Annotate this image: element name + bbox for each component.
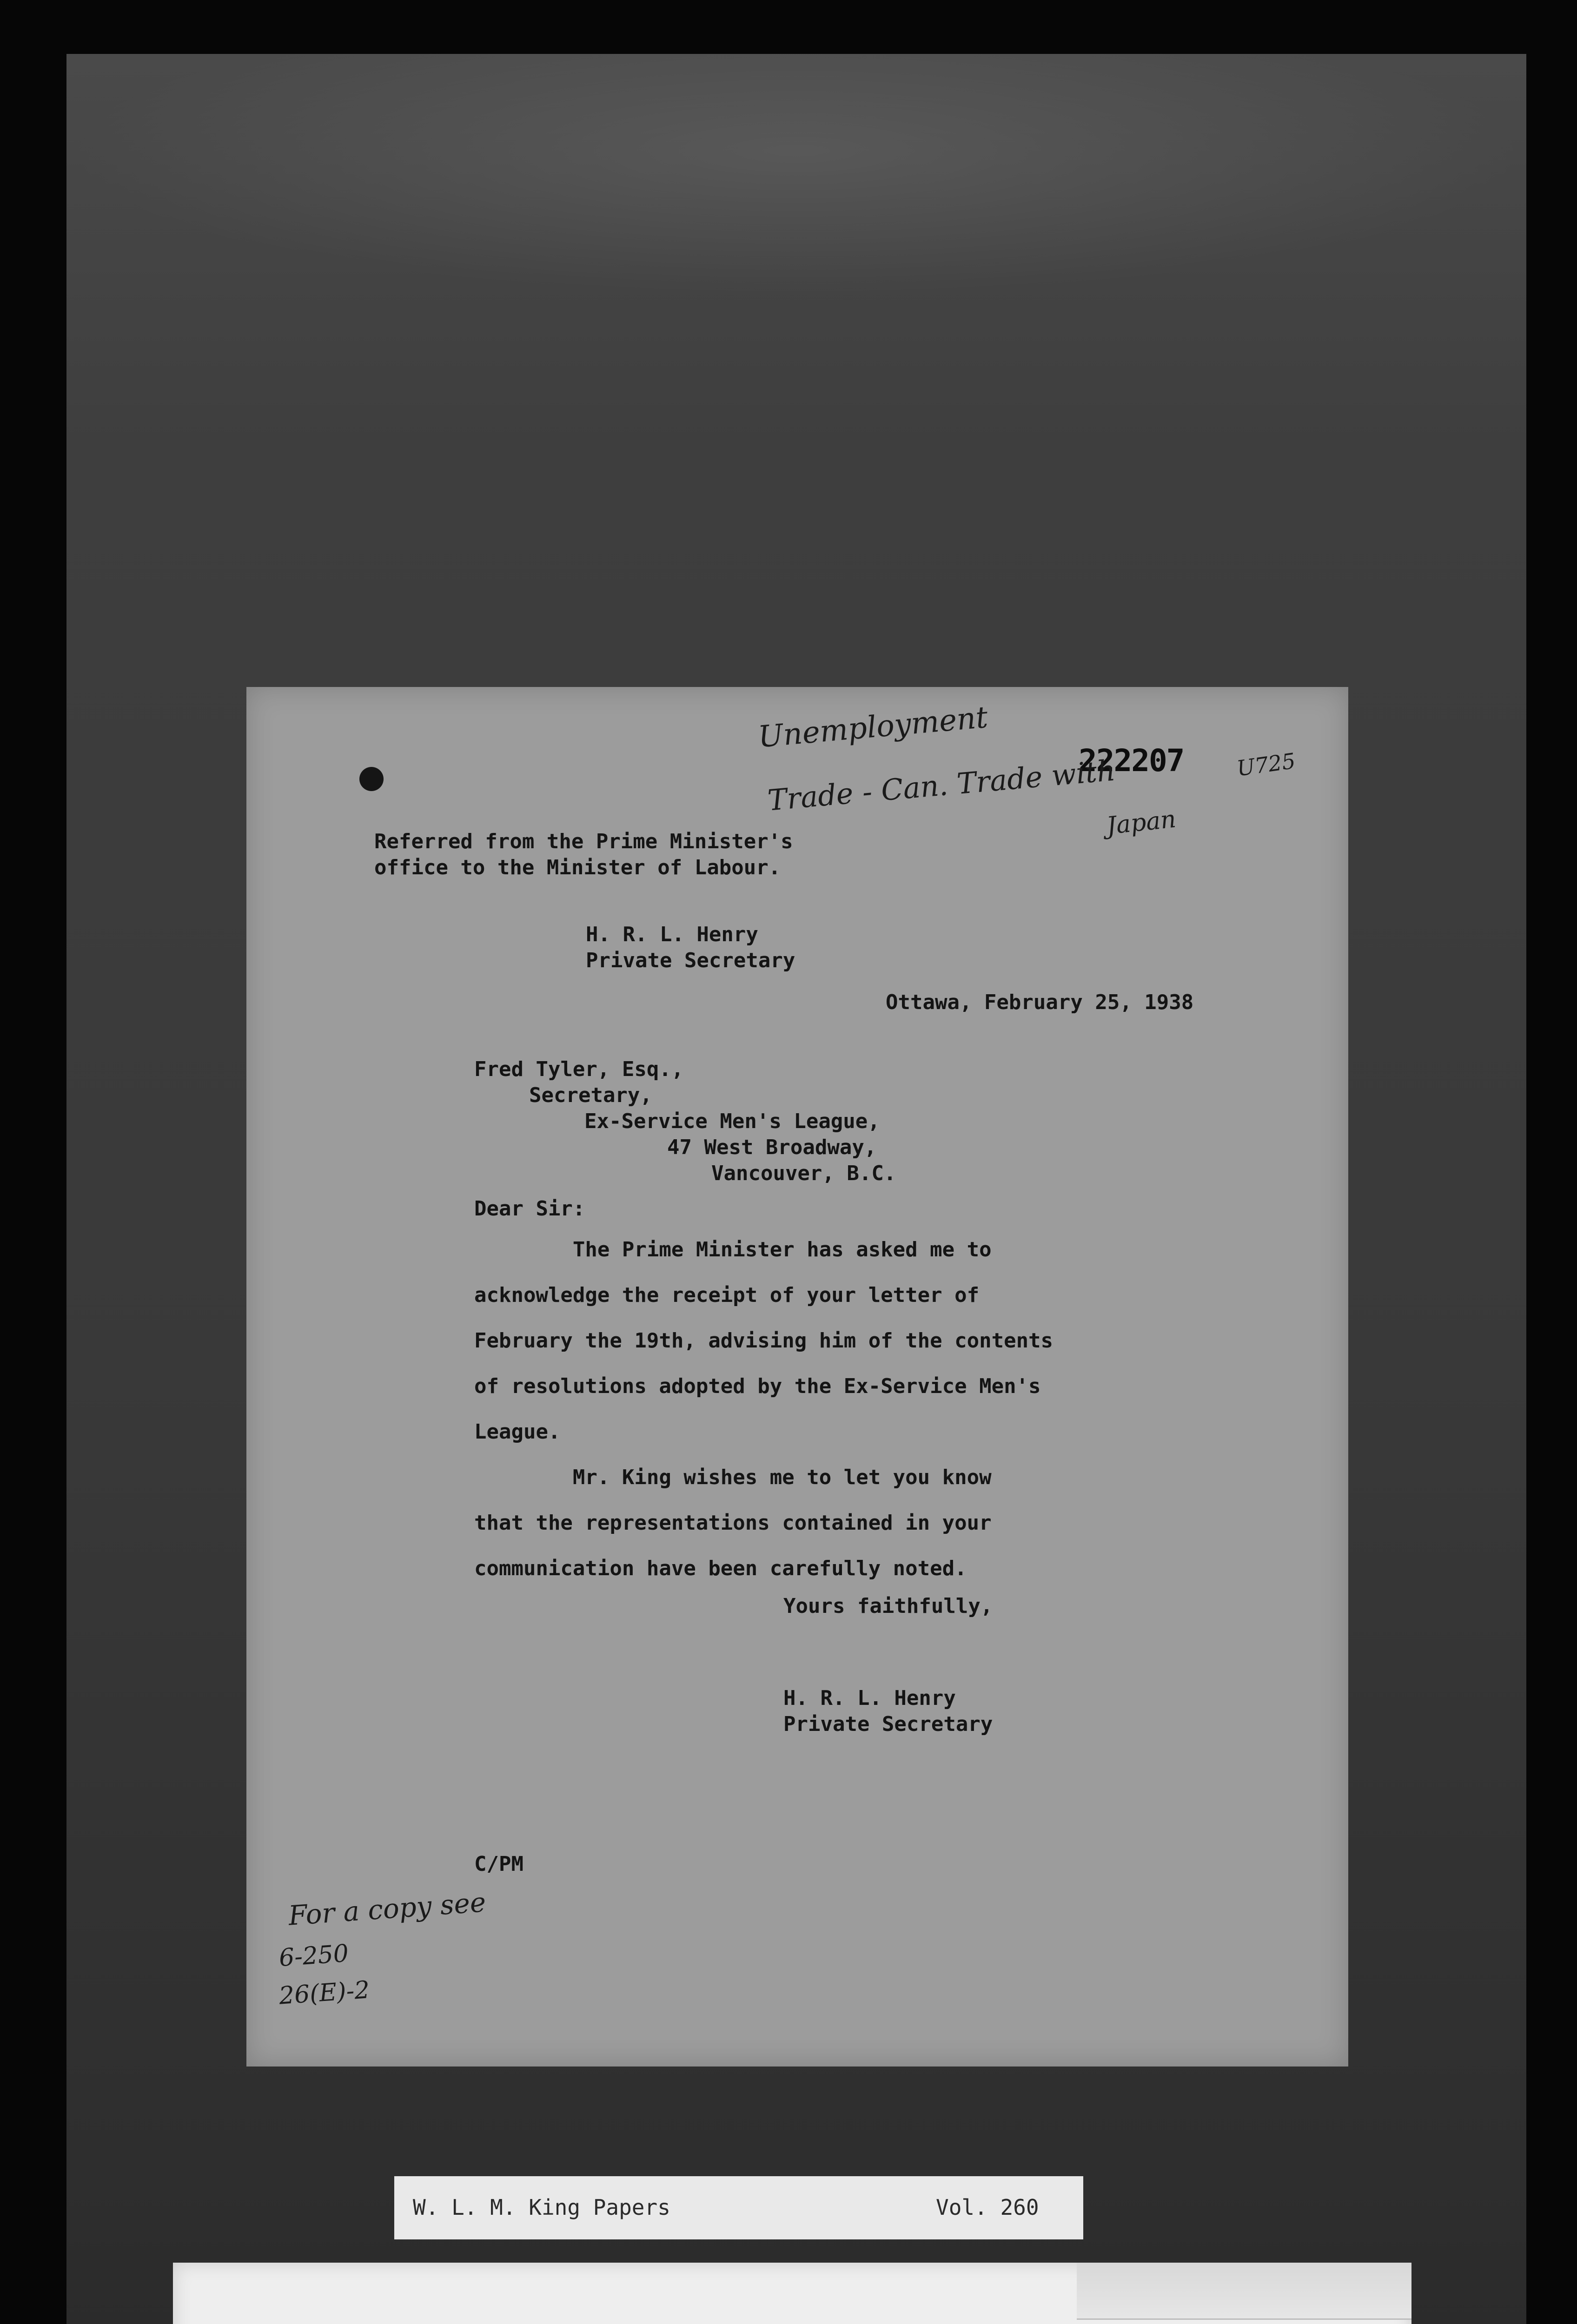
addressee-line: Vancouver, B.C. xyxy=(711,1162,896,1185)
body-line: February the 19th, advising him of the contents xyxy=(474,1329,1054,1353)
referral-signer-name: H. R. L. Henry xyxy=(586,923,758,946)
referral-note-line: Referred from the Prime Minister's xyxy=(374,830,793,853)
handwritten-file-note: 6-250 xyxy=(278,1939,350,1973)
document-number: 222207 xyxy=(1079,743,1184,779)
volume-number: Vol. 260 xyxy=(936,2195,1039,2220)
body-line: of resolutions adopted by the Ex-Service Men's xyxy=(474,1374,1041,1398)
handwritten-subject-line-2: Trade - Can. Trade with xyxy=(766,753,1117,818)
handwritten-subject-line-3: Japan xyxy=(1105,805,1178,840)
letter-page xyxy=(246,687,1348,2067)
handwritten-file-note: For a copy see xyxy=(287,1886,487,1932)
typist-reference: C/PM xyxy=(474,1852,523,1876)
addressee-line: Ex-Service Men's League, xyxy=(584,1109,880,1133)
referral-signer-title: Private Secretary xyxy=(586,949,795,972)
handwritten-subject-line-1: Unemployment xyxy=(756,700,989,755)
letter-date: Ottawa, February 25, 1938 xyxy=(886,990,1194,1014)
body-line: The Prime Minister has asked me to xyxy=(474,1238,992,1261)
addressee-line: Fred Tyler, Esq., xyxy=(474,1057,684,1081)
referral-note-line: office to the Minister of Labour. xyxy=(374,856,781,879)
letter-closing: Yours faithfully, xyxy=(783,1594,993,1618)
addressee-line: 47 West Broadway, xyxy=(667,1136,877,1159)
collection-label xyxy=(394,2176,1083,2239)
handwritten-file-note: 26(E)-2 xyxy=(278,1976,371,2010)
collection-name: W. L. M. King Papers xyxy=(413,2195,670,2220)
body-line: Mr. King wishes me to let you know xyxy=(474,1466,992,1489)
signature-title: Private Secretary xyxy=(783,1712,993,1736)
body-line: that the representations contained in your xyxy=(474,1511,992,1535)
body-line: League. xyxy=(474,1420,561,1444)
letter-body xyxy=(474,1227,1218,1591)
salutation: Dear Sir: xyxy=(474,1197,585,1221)
addressee-line: Secretary, xyxy=(529,1083,652,1107)
body-line: communication have been carefully noted. xyxy=(474,1557,967,1580)
punch-hole xyxy=(359,767,384,791)
archives-card xyxy=(173,2263,1411,2324)
card-folded-corner xyxy=(1077,2263,1411,2320)
signature-name: H. R. L. Henry xyxy=(783,1686,956,1710)
body-line: acknowledge the receipt of your letter of xyxy=(474,1283,980,1307)
handwritten-reference: U725 xyxy=(1235,748,1297,781)
